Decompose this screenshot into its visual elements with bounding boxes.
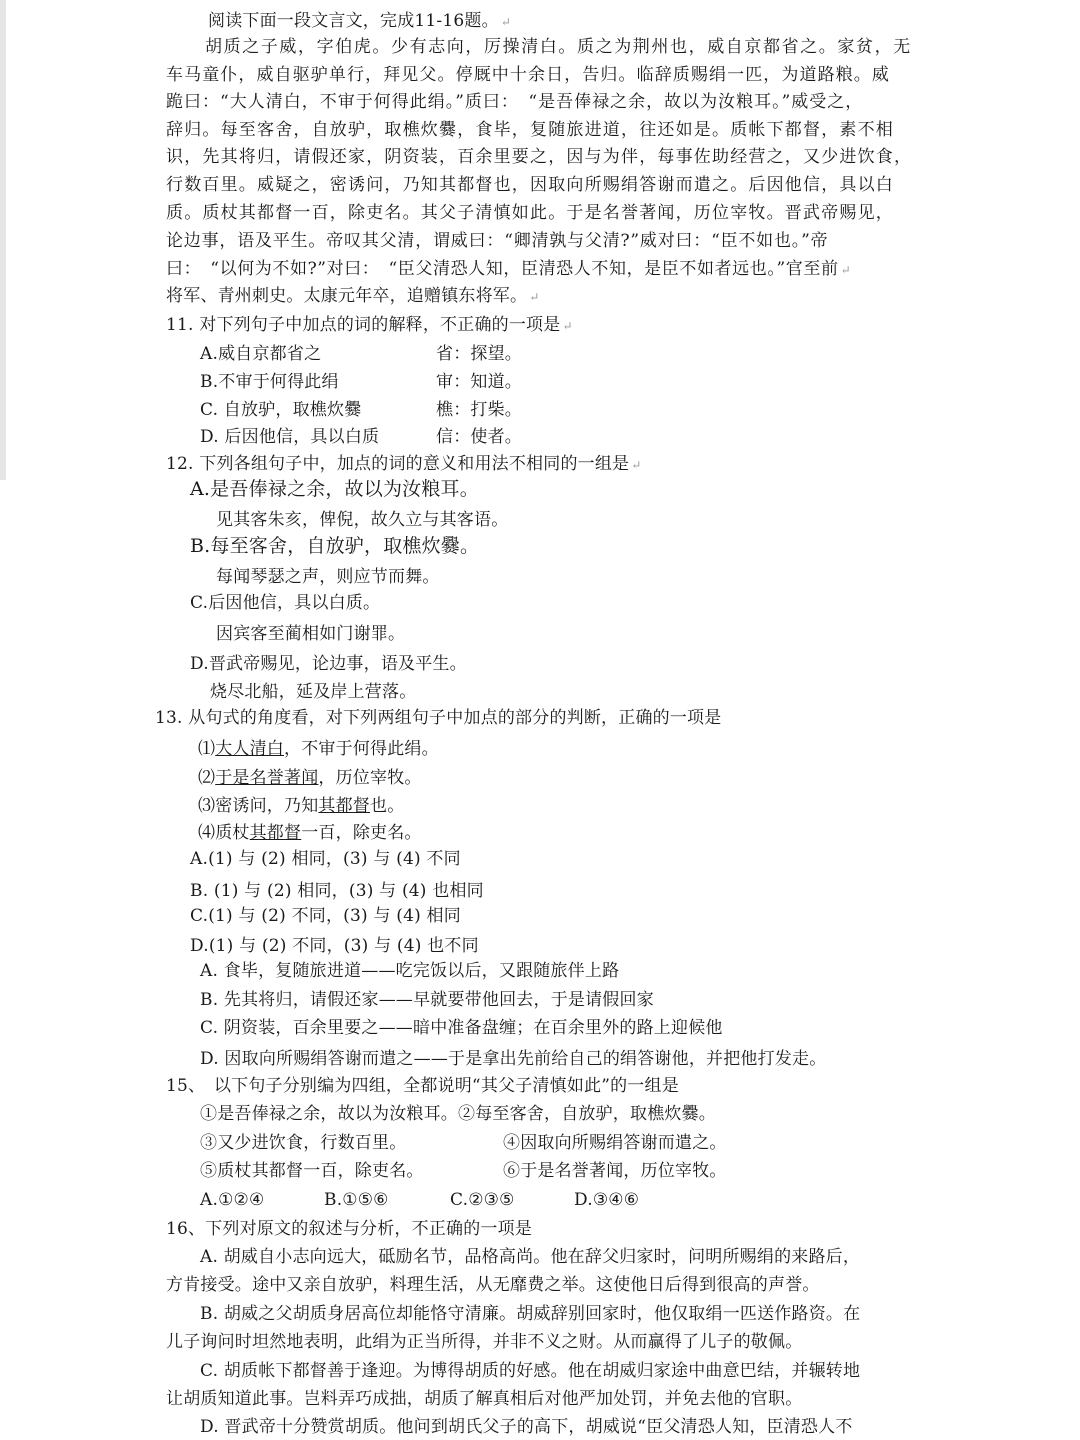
passage-line: 胡质之子威，字伯虎。少有志向，厉操清白。质之为荆州也，威自京都省之。家贫，无 xyxy=(205,37,912,57)
q14-option-a: A. 食毕，复随旅进道——吃完饭以后，又跟随旅伴上路 xyxy=(200,961,620,981)
q13-sentence-3: ⑶密诱问，乃知其都督也。 xyxy=(198,796,405,816)
q11-option-b: B.不审于何得此绢 xyxy=(200,372,339,392)
q12-compare-b: 每闻琴瑟之声，则应节而舞。 xyxy=(216,567,440,587)
return-mark-icon: ↵ xyxy=(840,263,852,277)
q14-option-c: C. 阴资装，百余里要之——暗中准备盘缠；在百余里外的路上迎候他 xyxy=(200,1018,723,1038)
q13-option-c: C.(1) 与 (2) 不同，(3) 与 (4) 相同 xyxy=(190,906,461,926)
q12-option-d: D.晋武帝赐见，论边事，语及平生。 xyxy=(190,654,467,674)
question-16-stem: 16、下列对原文的叙述与分析，不正确的一项是 xyxy=(166,1219,533,1239)
q12-option-b: B.每至客舍，自放驴，取樵炊爨。 xyxy=(190,535,480,557)
q12-option-c: C.后因他信，具以白质。 xyxy=(190,593,381,613)
passage-line: 质。质杖其都督一百，除吏名。其父子清慎如此。于是名誉著闻，历位宰牧。晋武帝赐见， xyxy=(166,203,894,223)
question-12-stem: 12. 下列各组句子中，加点的词的意义和用法不相同的一组是 ↵ xyxy=(166,454,642,474)
question-15-stem: 15、 以下句子分别编为四组，全都说明“其父子清慎如此”的一组是 xyxy=(166,1076,679,1096)
q13-option-b: B. (1) 与 (2) 相同，(3) 与 (4) 也相同 xyxy=(190,881,484,901)
passage-line: 曰： “以何为不如?”对曰： “臣父清恐人知，臣清恐人不知，是臣不如者远也。”官至前 ↵ xyxy=(166,259,852,279)
q15-option-c: C.②③⑤ xyxy=(450,1190,515,1210)
q15-option-d: D.③④⑥ xyxy=(574,1190,640,1210)
q12-compare-a: 见其客朱亥，俾倪，故久立与其客语。 xyxy=(216,510,509,530)
q15-line-2b: ④因取向所赐绢答谢而遣之。 xyxy=(503,1133,727,1153)
q11-gloss-a: 省：探望。 xyxy=(436,344,522,364)
q11-gloss-b: 审：知道。 xyxy=(436,372,522,392)
passage-line: 将军、青州刺史。太康元年卒，追赠镇东将军。 ↵ xyxy=(166,286,540,306)
q14-option-b: B. 先其将归，请假还家——早就要带他回去，于是请假回家 xyxy=(200,990,654,1010)
q16-option-c-cont: 让胡质知道此事。岂料弄巧成拙，胡质了解真相后对他严加处罚，并免去他的官职。 xyxy=(166,1389,803,1409)
q15-line-3b: ⑥于是名誉著闻，历位宰牧。 xyxy=(503,1161,727,1181)
q13-option-d: D.(1) 与 (2) 不同，(3) 与 (4) 也不同 xyxy=(190,936,479,956)
q16-option-d: D. 晋武帝十分赞赏胡质。他问到胡氏父子的高下，胡威说“臣父清恐人知，臣清恐人不 xyxy=(200,1417,853,1437)
return-mark-icon: ↵ xyxy=(529,290,540,304)
q15-line-3a: ⑤质杖其都督一百，除吏名。 xyxy=(200,1161,424,1181)
q15-option-b: B.①⑤⑥ xyxy=(324,1190,389,1210)
q15-line-1: ①是吾俸禄之余，故以为汝粮耳。②每至客舍，自放驴，取樵炊爨。 xyxy=(200,1104,716,1124)
q13-sentence-1: ⑴大人清白，不审于何得此绢。 xyxy=(198,739,439,759)
q15-option-a: A.①②④ xyxy=(200,1190,265,1210)
question-11-stem: 11. 对下列句子中加点的词的解释，不正确的一项是 ↵ xyxy=(166,315,573,335)
q13-sentence-4: ⑷质杖其都督一百，除吏名。 xyxy=(198,823,422,843)
q16-option-b-cont: 儿子询问时坦然地表明，此绢为正当所得，并非不义之财。从而赢得了儿子的敬佩。 xyxy=(166,1332,803,1352)
q11-option-d: D. 后因他信，具以白质 xyxy=(200,427,380,447)
passage-line: 辞归。每至客舍，自放驴，取樵炊爨，食毕，复随旅进道，往还如是。质帐下都督，素不相 xyxy=(166,120,894,140)
q12-compare-c: 因宾客至蔺相如门谢罪。 xyxy=(216,624,406,644)
intro-line: 阅读下面一段文言文，完成11-16题。 ↵ xyxy=(208,11,512,31)
q12-option-a: A.是吾俸禄之余，故以为汝粮耳。 xyxy=(190,478,479,500)
passage-line: 车马童仆，威自驱驴单行，拜见父。停厩中十余日，告归。临辞质赐绢一匹，为道路粮。威 xyxy=(166,65,890,85)
return-mark-icon: ↵ xyxy=(562,319,573,333)
q11-gloss-d: 信：使者。 xyxy=(436,427,522,447)
q16-option-b: B. 胡威之父胡质身居高位却能恪守清廉。胡威辞别回家时，他仅取绢一匹送作路资。在 xyxy=(200,1304,861,1324)
q13-sentence-2: ⑵于是名誉著闻，历位宰牧。 xyxy=(198,768,422,788)
passage-line: 行数百里。威疑之，密诱问，乃知其都督也，因取向所赐绢答谢而遣之。后因他信，具以白 xyxy=(166,175,894,195)
q16-option-a-cont: 方肯接受。途中又亲自放驴，料理生活，从无靡费之举。这使他日后得到很高的声誉。 xyxy=(166,1275,820,1295)
q11-option-a: A.威自京都省之 xyxy=(200,344,322,364)
q12-compare-d: 烧尽北船，延及岸上营落。 xyxy=(210,682,417,702)
return-mark-icon: ↵ xyxy=(500,15,512,29)
q11-gloss-c: 樵：打柴。 xyxy=(436,400,522,420)
q15-line-2a: ③又少进饮食，行数百里。 xyxy=(200,1133,407,1153)
passage-line: 识，先其将归，请假还家，阴资装，百余里要之，因与为伴，每事佐助经营之，又少进饮食， xyxy=(166,147,913,167)
question-13-stem: 13. 从句式的角度看，对下列两组句子中加点的部分的判断，正确的一项是 xyxy=(155,708,722,728)
q14-option-d: D. 因取向所赐绢答谢而遣之——于是拿出先前给自己的绢答谢他，并把他打发走。 xyxy=(200,1049,827,1069)
scan-edge xyxy=(0,0,6,480)
q13-option-a: A.(1) 与 (2) 相同，(3) 与 (4) 不同 xyxy=(190,849,461,869)
q11-option-c: C. 自放驴，取樵炊爨 xyxy=(200,400,362,420)
return-mark-icon: ↵ xyxy=(631,458,642,472)
passage-line: 跪曰：“大人清白，不审于何得此绢。”质曰： “是吾俸禄之余，故以为汝粮耳。”威受之， xyxy=(166,92,864,112)
q16-option-c: C. 胡质帐下都督善于逢迎。为博得胡质的好感。他在胡威归家途中曲意巴结，并辗转地 xyxy=(200,1361,861,1381)
q16-option-a: A. 胡威自小志向远大，砥励名节，品格高尚。他在辞父归家时，问明所赐绢的来路后， xyxy=(200,1247,861,1267)
passage-line: 论边事，语及平生。帝叹其父清，谓威曰：“卿清孰与父清?”威对曰：“臣不如也。”帝 xyxy=(166,231,829,251)
